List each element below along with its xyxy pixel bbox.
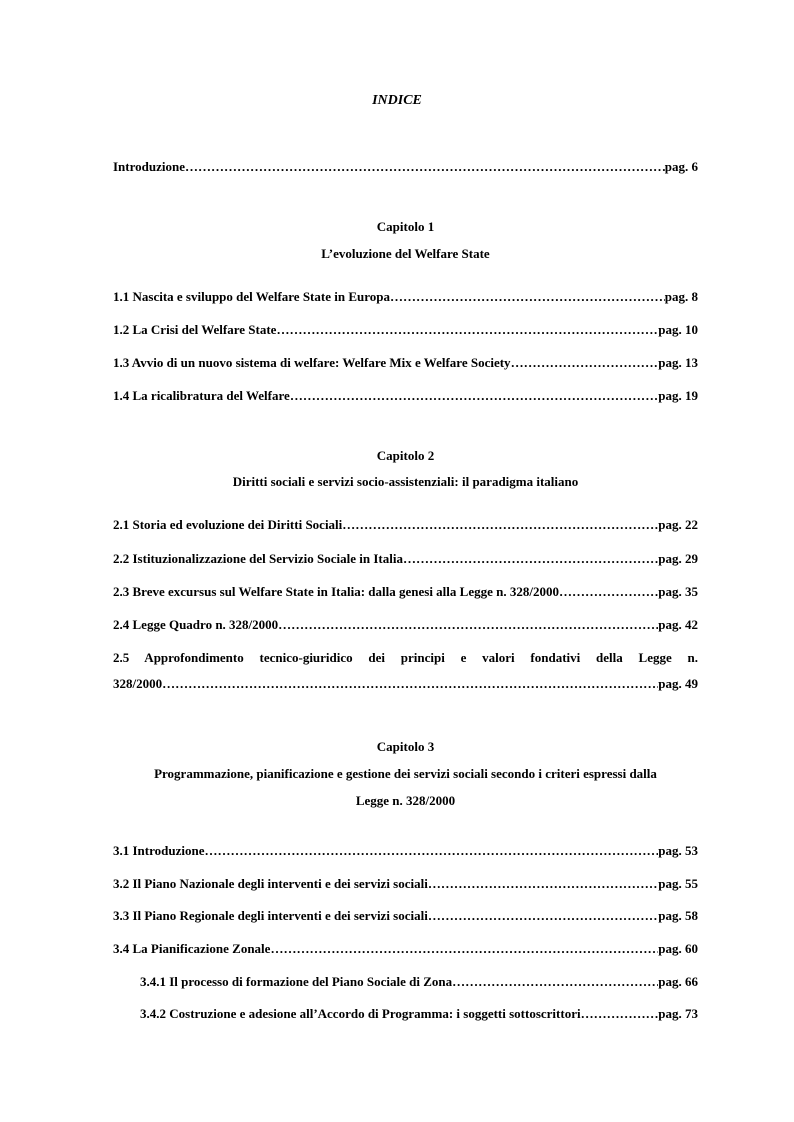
dot-leader [581,1006,659,1022]
toc-entry-2-5-line1: 2.5 Approfondimento tecnico-giuridico dei principi e valori fondativi della Legge n. [113,650,698,665]
dot-leader [342,517,658,533]
toc-entry-label: 2.4 Legge Quadro n. 328/2000 [113,617,279,632]
toc-entry-label: 1.1 Nascita e sviluppo del Welfare State in Europa [113,289,390,304]
toc-entry-1-2 [113,322,698,340]
toc-entry-3-1 [113,843,698,861]
toc-entry-3-4-2 [140,1006,698,1024]
toc-entry-label: 1.4 La ricalibratura del Welfare [113,388,290,403]
toc-entry-2-2 [113,551,698,569]
dot-leader [428,908,658,924]
toc-entry-label: 1.3 Avvio di un nuovo sistema di welfare: Welfare Mix e Welfare Society [113,355,511,370]
toc-entry-label: 3.2 Il Piano Nazionale degli interventi e dei servizi sociali [113,876,428,891]
toc-entry-label: 1.2 La Crisi del Welfare State [113,322,277,337]
dot-leader [205,843,659,859]
dot-leader [428,876,658,892]
toc-entry-3-2 [113,876,698,894]
toc-entry-page: pag. 58 [658,908,698,923]
chapter-1-label: Capitolo 1 [376,219,435,234]
toc-entry-page: pag. 35 [658,584,698,599]
toc-entry-page: pag. 60 [658,941,698,956]
toc-entry-label: 2.3 Breve excursus sul Welfare State in Italia: dalla genesi alla Legge n. 328/2000 [113,584,559,599]
toc-entry-page: pag. 42 [658,617,698,632]
toc-entry-2-3 [113,584,698,602]
dot-leader [511,355,659,371]
dot-leader [270,941,658,957]
toc-entry-1-4 [113,388,698,406]
toc-entry-1-1 [113,289,698,307]
dot-leader [276,322,658,338]
chapter-1-title: L’evoluzione del Welfare State [321,246,490,261]
chapter-3-label: Capitolo 3 [376,739,435,754]
toc-entry-page: pag. 13 [658,355,698,370]
chapter-2-label: Capitolo 2 [376,448,435,463]
toc-entry-label: 3.3 Il Piano Regionale degli interventi e dei servizi sociali [113,908,428,923]
toc-entry-label: 2.1 Storia ed evoluzione dei Diritti Sociali [113,517,343,532]
page-title: INDICE [372,93,422,108]
dot-leader [390,289,665,305]
toc-entry-label: Introduzione [113,159,185,174]
dot-leader [559,584,658,600]
toc-entry-page: pag. 53 [658,843,698,858]
toc-entry-page: pag. 22 [658,517,698,532]
toc-entry-page: pag. 6 [664,159,698,174]
toc-entry-label: 3.4 La Pianificazione Zonale [113,941,271,956]
chapter-2-title: Diritti sociali e servizi socio-assistenziali: il paradigma italiano [232,474,579,489]
toc-entry-page: pag. 73 [658,1006,698,1021]
toc-entry-label: 328/2000 [113,676,163,691]
toc-entry-3-3 [113,908,698,926]
chapter-3-title-line2: Legge n. 328/2000 [355,793,456,808]
toc-entry-label: 3.4.2 Costruzione e adesione all’Accordo di Programma: i soggetti sottoscrittori [140,1006,581,1021]
dot-leader [452,974,658,990]
toc-entry-label: 3.1 Introduzione [113,843,205,858]
chapter-3-title-line1: Programmazione, pianificazione e gestione dei servizi sociali secondo i criteri espressi dalla [154,766,657,781]
dot-leader [185,159,665,175]
toc-entry-label: 3.4.1 Il processo di formazione del Piano Sociale di Zona [140,974,453,989]
toc-entry-2-5 [113,676,698,694]
toc-entry-page: pag. 10 [658,322,698,337]
toc-entry-page: pag. 66 [658,974,698,989]
toc-entry-1-3 [113,355,698,373]
toc-entry-page: pag. 49 [658,676,698,691]
dot-leader [290,388,658,404]
dot-leader [162,676,658,692]
toc-entry-page: pag. 8 [664,289,698,304]
toc-entry-page: pag. 55 [658,876,698,891]
toc-entry-3-4-1 [140,974,698,992]
dot-leader [403,551,658,567]
toc-entry-page: pag. 19 [658,388,698,403]
toc-entry-label: 2.2 Istituzionalizzazione del Servizio Sociale in Italia [113,551,403,566]
toc-entry-page: pag. 29 [658,551,698,566]
dot-leader [278,617,658,633]
toc-entry-3-4 [113,941,698,959]
toc-entry-introduzione [113,159,698,177]
toc-entry-2-4 [113,617,698,635]
toc-entry-2-1 [113,517,698,535]
